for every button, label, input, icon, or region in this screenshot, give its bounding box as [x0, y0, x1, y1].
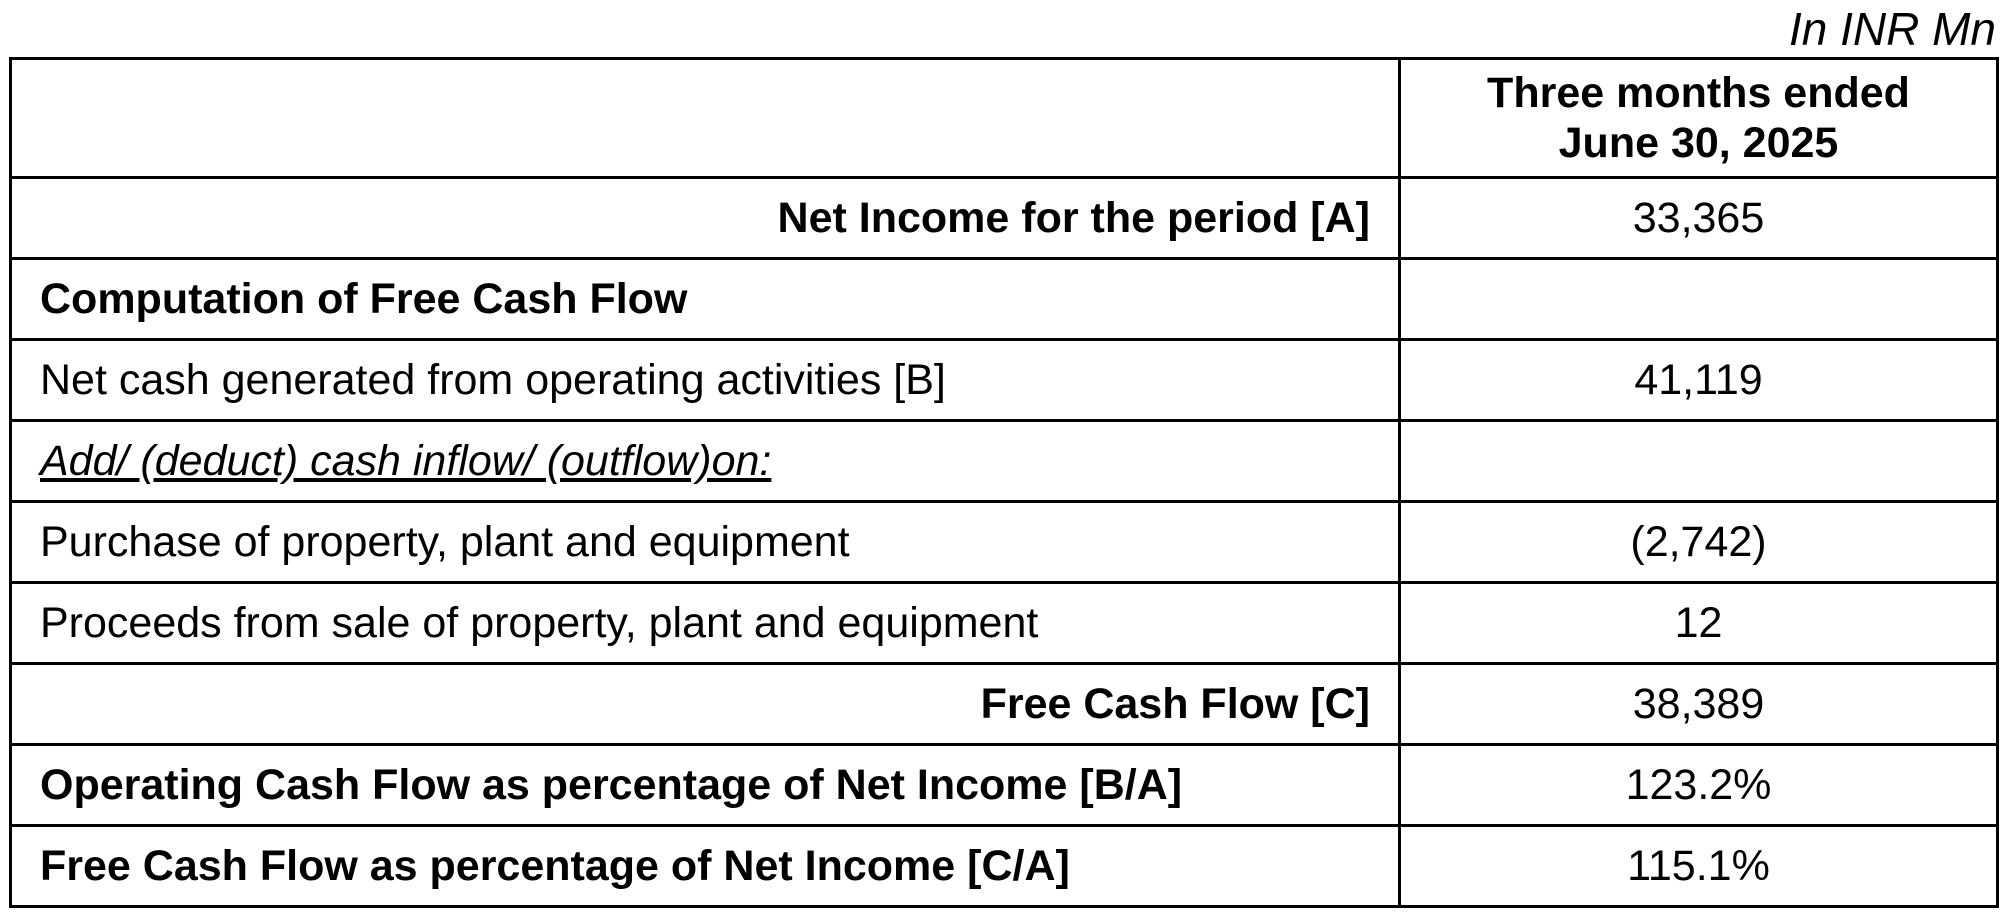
row-value: [1400, 421, 1998, 502]
table-header-row: [11, 59, 1998, 178]
row-value: 115.1%: [1400, 826, 1998, 907]
row-label: Free Cash Flow [C]: [11, 664, 1400, 745]
currency-unit-note: In INR Mn: [1788, 3, 1996, 55]
table-row-fcf-percentage: [11, 826, 1998, 907]
table-row-free-cash-flow: [11, 664, 1998, 745]
table-row-sale-ppe: [11, 583, 1998, 664]
row-value: 123.2%: [1400, 745, 1998, 826]
row-label: Operating Cash Flow as percentage of Net Income [B/A]: [11, 745, 1400, 826]
table-row-computation-heading: [11, 259, 1998, 340]
row-label: Add/ (deduct) cash inflow/ (outflow)on:: [11, 421, 1400, 502]
header-blank-cell: [11, 59, 1400, 178]
row-value: 41,119: [1400, 340, 1998, 421]
period-header-line1: Three months ended: [1487, 69, 1910, 117]
row-label: Free Cash Flow as percentage of Net Income [C/A]: [11, 826, 1400, 907]
period-header-line2: June 30, 2025: [1558, 119, 1839, 167]
period-column-header: [1400, 59, 1998, 178]
table-row-operating-cash: [11, 340, 1998, 421]
row-label: Computation of Free Cash Flow: [11, 259, 1400, 340]
table-row-adjustments-heading: [11, 421, 1998, 502]
row-label: Net cash generated from operating activities [B]: [11, 340, 1400, 421]
table-row-net-income: [11, 178, 1998, 259]
row-label: Net Income for the period [A]: [11, 178, 1400, 259]
table-row-ocf-percentage: [11, 745, 1998, 826]
table-row-purchase-ppe: [11, 502, 1998, 583]
row-value: [1400, 259, 1998, 340]
free-cash-flow-table: [9, 57, 1999, 908]
row-label: Proceeds from sale of property, plant and equipment: [11, 583, 1400, 664]
row-value: (2,742): [1400, 502, 1998, 583]
row-value: 38,389: [1400, 664, 1998, 745]
row-label: Purchase of property, plant and equipment: [11, 502, 1400, 583]
row-value: 33,365: [1400, 178, 1998, 259]
row-value: 12: [1400, 583, 1998, 664]
